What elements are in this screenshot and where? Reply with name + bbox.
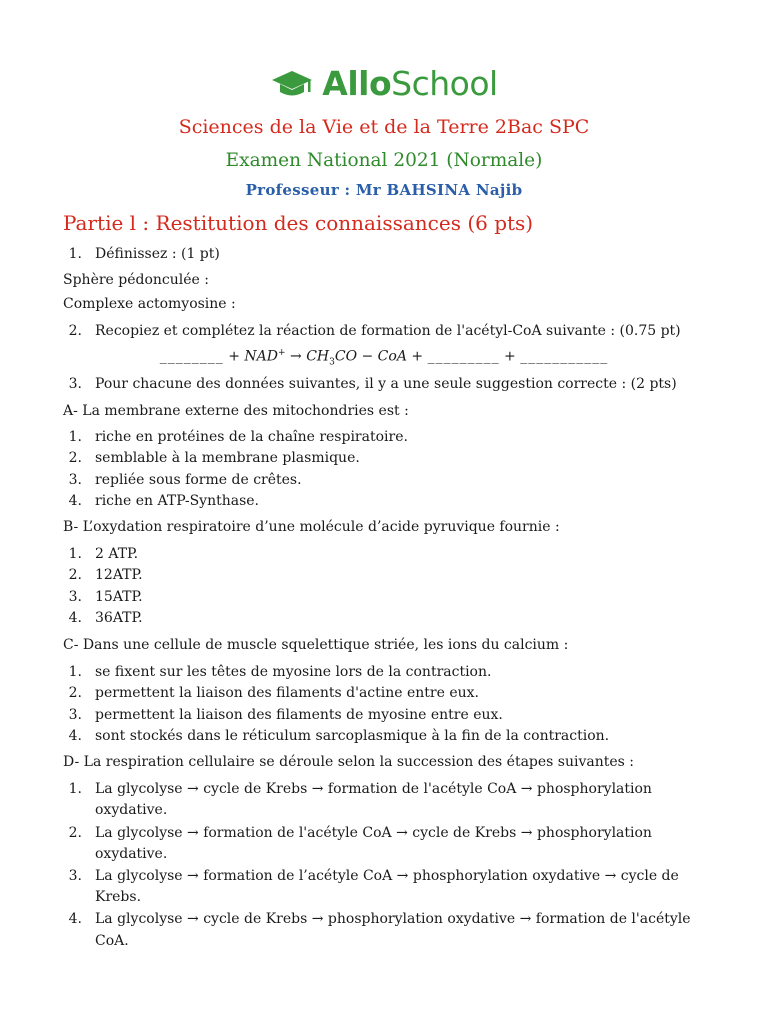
subscript-3: 3 xyxy=(329,357,335,368)
alloschool-logo[interactable] xyxy=(0,64,768,103)
plus-sign: + xyxy=(504,348,516,365)
option-number: 2. xyxy=(68,825,82,841)
option-number: 1. xyxy=(68,781,82,797)
option-D2-line1: La glycolyse → formation de l'acétyle CoA → cycle de Krebs → phosphorylation xyxy=(95,825,652,841)
option-number: 4. xyxy=(68,493,82,509)
section-heading: Partie l : Restitution des connaissances (6 pts) xyxy=(63,211,534,235)
coa-part: CO − CoA xyxy=(334,348,407,365)
option-D3-line1: La glycolyse → formation de l’acétyle CoA → phosphorylation oxydative → cycle de xyxy=(95,868,679,884)
exam-title: Examen National 2021 (Normale) xyxy=(225,150,543,171)
option-number: 1. xyxy=(68,546,82,562)
option-C1: se fixent sur les têtes de myosine lors de la contraction. xyxy=(95,664,492,680)
professor-name: Professeur : Mr BAHSINA Najib xyxy=(245,181,523,199)
ch3co-part: CH xyxy=(306,348,330,365)
option-B1: 2 ATP. xyxy=(95,546,139,562)
blank-2: _________ xyxy=(427,348,500,365)
question-2: Recopiez et complétez la réaction de formation de l'acétyl-CoA suivante : (0.75 pt) xyxy=(95,323,681,339)
blank-3: ___________ xyxy=(520,348,609,365)
subject-title: Sciences de la Vie et de la Terre 2Bac SPC xyxy=(178,116,590,138)
plus-sign: + xyxy=(411,348,424,365)
item-A-title: A- La membrane externe des mitochondries est : xyxy=(63,403,409,419)
option-number: 2. xyxy=(68,685,82,701)
acetyl-coa-reaction xyxy=(0,348,768,367)
logo-text xyxy=(322,64,497,103)
item-D-title: D- La respiration cellulaire se déroule selon la succession des étapes suivantes : xyxy=(63,754,635,770)
option-D1-line1: La glycolyse → cycle de Krebs → formation de l'acétyle CoA → phosphorylation xyxy=(95,781,652,797)
logo-school: School xyxy=(391,64,498,103)
question-number: 2. xyxy=(68,323,82,339)
option-number: 3. xyxy=(68,472,82,488)
option-D1-line2: oxydative. xyxy=(95,802,168,818)
graduation-cap-icon xyxy=(270,67,314,101)
option-B2: 12ATP. xyxy=(95,567,143,583)
option-D4-line2: CoA. xyxy=(95,933,129,949)
question-1: Définissez : (1 pt) xyxy=(95,246,220,262)
question-3: Pour chacune des données suivantes, il y a une seule suggestion correcte : (2 pts) xyxy=(95,376,677,392)
option-number: 1. xyxy=(68,664,82,680)
option-B3: 15ATP. xyxy=(95,589,143,605)
option-A3: repliée sous forme de crêtes. xyxy=(95,472,302,488)
item-B-title: B- L’oxydation respiratoire d’une molécule d’acide pyruvique fournie : xyxy=(63,519,560,535)
item-C-title: C- Dans une cellule de muscle squelettique striée, les ions du calcium : xyxy=(63,637,569,653)
option-C4: sont stockés dans le réticulum sarcoplasmique à la fin de la contraction. xyxy=(95,728,610,744)
question-number: 1. xyxy=(68,246,82,262)
blank-1: ________ xyxy=(159,348,224,365)
option-number: 2. xyxy=(68,450,82,466)
option-number: 4. xyxy=(68,911,82,927)
option-D3-line2: Krebs. xyxy=(95,889,142,905)
nad-charge: + xyxy=(278,348,286,358)
option-number: 2. xyxy=(68,567,82,583)
logo-allo: Allo xyxy=(322,64,392,103)
option-D4-line1: La glycolyse → cycle de Krebs → phosphorylation oxydative → formation de l'acétyle xyxy=(95,911,691,927)
option-D2-line2: oxydative. xyxy=(95,846,168,862)
question-number: 3. xyxy=(68,376,82,392)
option-number: 3. xyxy=(68,707,82,723)
option-number: 4. xyxy=(68,728,82,744)
definition-term-1: Sphère pédonculée : xyxy=(63,272,210,288)
option-B4: 36ATP. xyxy=(95,610,143,626)
plus-sign: + xyxy=(228,348,240,365)
option-C2: permettent la liaison des filaments d'actine entre eux. xyxy=(95,685,480,701)
option-A4: riche en ATP-Synthase. xyxy=(95,493,260,509)
option-number: 3. xyxy=(68,868,82,884)
definition-term-2: Complexe actomyosine : xyxy=(63,296,236,312)
option-A2: semblable à la membrane plasmique. xyxy=(95,450,360,466)
option-C3: permettent la liaison des filaments de myosine entre eux. xyxy=(95,707,503,723)
option-number: 1. xyxy=(68,429,82,445)
nad: NAD xyxy=(244,348,279,365)
reaction-arrow: → xyxy=(290,348,302,365)
option-number: 4. xyxy=(68,610,82,626)
option-number: 3. xyxy=(68,589,82,605)
option-A1: riche en protéines de la chaîne respiratoire. xyxy=(95,429,408,445)
